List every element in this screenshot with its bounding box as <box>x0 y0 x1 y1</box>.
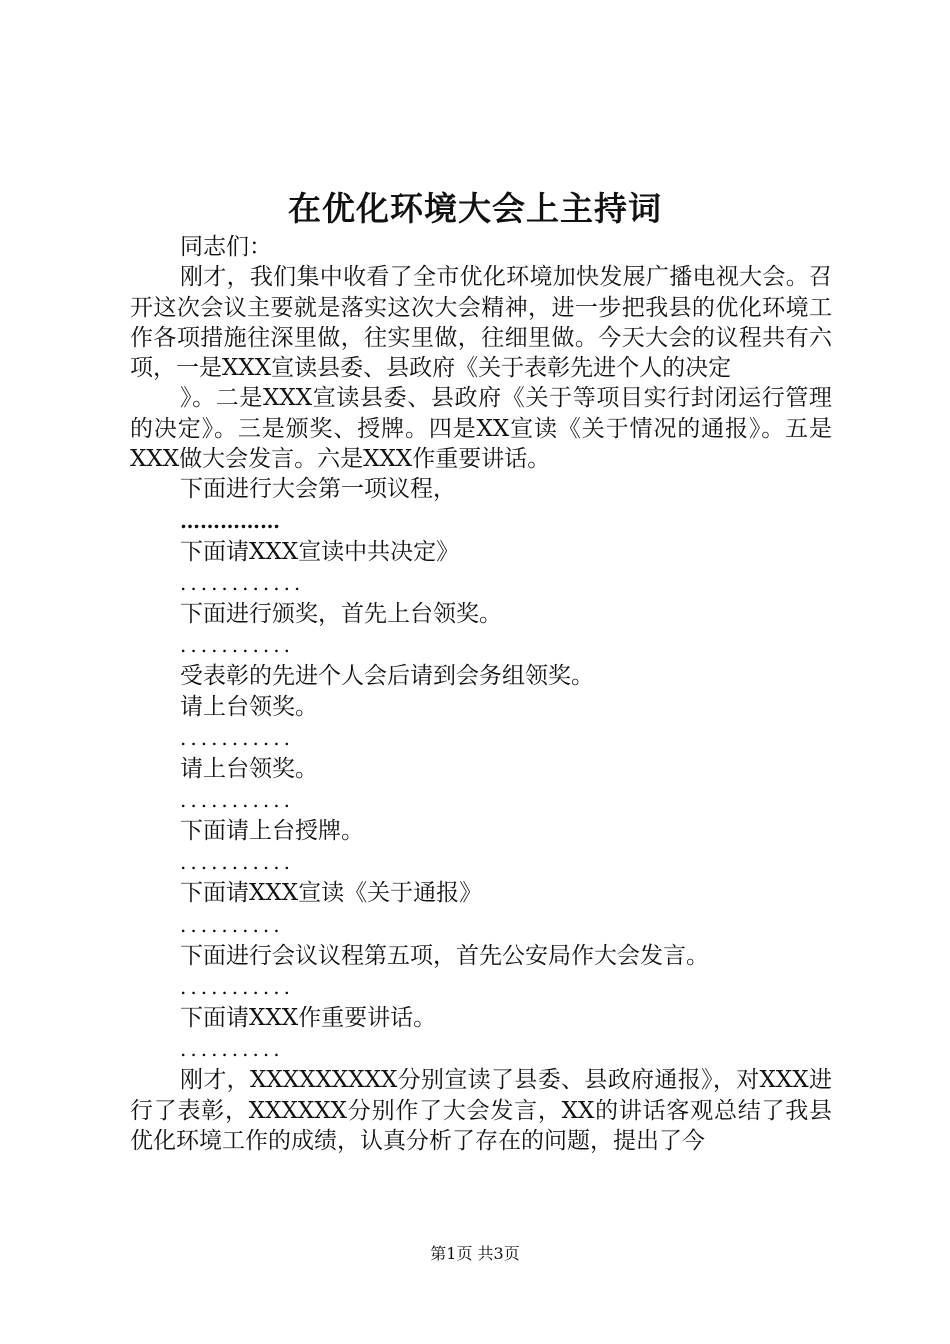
document-body <box>130 232 832 1156</box>
ellipsis-separator-7: .......... <box>180 912 284 937</box>
agenda-item-6: 请上台领奖。 <box>180 755 318 782</box>
ellipsis-separator-3: ........... <box>180 633 294 658</box>
paragraph-agenda-continued: 》。二是XXX宣读县委、县政府《关于等项目实行封闭运行管理的决定》。三是颁奖、授牌。四是XX宣读《关于情况的通报》。五是XXX做大会发言。六是XXX作重要讲话。 <box>130 385 832 473</box>
greeting-line: 同志们： <box>180 234 272 260</box>
ellipsis-separator-5: ........... <box>180 788 294 813</box>
page-number-footer: 第1页 共3页 <box>430 1244 520 1263</box>
agenda-item-7: 下面请上台授牌。 <box>180 818 364 845</box>
document-title: 在优化环境大会上主持词 <box>288 189 662 228</box>
agenda-item-2: 下面请XXX宣读中共决定》 <box>180 538 460 565</box>
agenda-item-1: 下面进行大会第一项议程， <box>180 476 456 503</box>
agenda-item-4: 受表彰的先进个人会后请到会务组领奖。 <box>180 663 594 690</box>
agenda-item-8: 下面请XXX宣读《关于通报》 <box>180 880 483 907</box>
agenda-item-5: 请上台领奖。 <box>180 693 318 720</box>
ellipsis-separator-9: .......... <box>180 1037 284 1062</box>
ellipsis-separator-1: …………… <box>180 508 280 533</box>
agenda-item-9: 下面进行会议议程第五项，首先公安局作大会发言。 <box>180 942 709 969</box>
agenda-item-3: 下面进行颁奖，首先上台领奖。 <box>180 600 502 627</box>
ellipsis-separator-6: ........... <box>180 850 294 875</box>
paragraph-agenda-intro: 刚才，我们集中收看了全市优化环境加快发展广播电视大会。召开这次会议主要就是落实这次大会精神，进一步把我县的优化环境工作各项措施往深里做，往实里做，往细里做。今天大会的议程共有六项，一是XXX宣读县委、县政府《关于表彰先进个人的决定 <box>130 264 832 382</box>
ellipsis-separator-2: ............ <box>180 570 305 595</box>
ellipsis-separator-4: ........... <box>180 725 294 750</box>
paragraph-summary: 刚才，XXXXXXXXX分别宣读了县委、县政府通报》，对XXX进行了表彰，XXXXXX分别作了大会发言，XX的讲话客观总结了我县优化环境工作的成绩，认真分析了存在的问题，提出了今 <box>130 1067 832 1154</box>
agenda-item-10: 下面请XXX作重要讲话。 <box>180 1005 437 1032</box>
ellipsis-separator-8: ........... <box>180 975 294 1000</box>
